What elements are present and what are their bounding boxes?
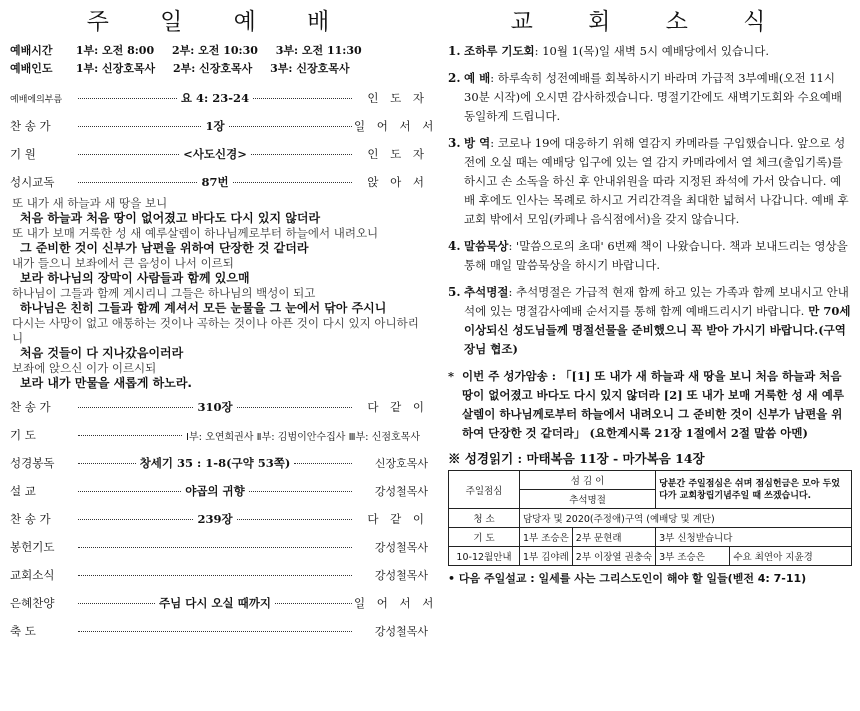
order-content: Ⅰ부: 오연희권사 Ⅱ부: 김범이안수집사 Ⅲ부: 신점호목사 [186, 431, 420, 443]
scripture-line: 보라 내가 만물을 새롭게 하노라. [20, 376, 192, 390]
bullet-icon: * [448, 369, 455, 383]
news-text: : 하루속히 성전예배를 회복하시기 바라며 가급적 3부예배(오전 11시 30분 시작)에 오시면 감사하겠습니다. 명절기간에도 새벽기도회와 수요예배 동일하게 드립니다. [464, 71, 842, 123]
news-number: 3. [448, 136, 461, 150]
table-cell: 추석명절 [520, 490, 656, 509]
order-label: 은혜찬양 [10, 596, 55, 610]
table-cell: 1부 김야레 [520, 547, 573, 566]
table-row [449, 528, 852, 547]
scripture-line: 그 준비한 것이 신부가 남편을 위하여 단장한 것 같더라 [20, 241, 309, 255]
order-role: 인 도 자 [367, 91, 428, 105]
order-announcements [10, 561, 428, 589]
worship-time-1: 1부: 오전 8:00 [75, 44, 155, 57]
scripture-line: 보라 하나님의 장막이 사람들과 함께 있으매 [20, 271, 250, 285]
order-label: 축 도 [10, 624, 36, 638]
order-label: 찬 송 가 [10, 512, 51, 526]
order-role: 다 같 이 [367, 400, 428, 414]
order-role: 일 어 서 서 [354, 119, 438, 133]
memory-verse-text: 이번 주 성가암송 : 「[1] 또 내가 새 하늘과 새 땅을 보니 처음 하늘과 처음 땅이 없어졌고 바다도 다시 있지 않더라 [2] 또 내가 보매 거룩한 성 새 예루살렘이 하나님께로부터 하늘에서 내려오니 그 준비한 것이 신부가 남편을 위하여 단장한 것 같더라」 (요한계시록 21장 1절에서 2절 말씀 아멘) [462, 369, 844, 440]
table-cell: 담당자 및 2020(주정애)구역 (예배당 및 계단) [520, 509, 852, 528]
order-hymn-2 [10, 393, 428, 421]
order-scripture-reading [10, 449, 428, 477]
table-cell: 1부 조승은 [520, 528, 573, 547]
news-heading: 말씀묵상 [464, 239, 509, 253]
news-list [448, 42, 852, 359]
order-sermon [10, 477, 428, 505]
order-offering-prayer [10, 533, 428, 561]
table-row [449, 509, 852, 528]
responsive-reading-text [10, 196, 428, 391]
news-number: 5. [448, 285, 461, 299]
news-number: 1. [448, 44, 461, 58]
worship-leader-row [10, 60, 428, 78]
order-prayer [10, 421, 428, 449]
order-role: 인 도 자 [367, 147, 428, 161]
order-label: 성시교독 [10, 175, 55, 189]
order-praise [10, 589, 438, 617]
table-cell: 기 도 [449, 528, 520, 547]
table-row [449, 547, 852, 566]
order-invocation [10, 140, 428, 168]
table-cell: 수요 최연아 지윤경 [730, 547, 852, 566]
order-hymn-1 [10, 112, 438, 140]
table-cell: 2부 이장열 권충숙 [572, 547, 655, 566]
scripture-line: 다시는 사망이 없고 애통하는 것이나 곡하는 것이나 아픈 것이 다시 있지 아니하리니 [12, 316, 419, 345]
table-cell: 10-12월안내 [449, 547, 520, 566]
next-sermon: • 다음 주일설교 : 일세를 사는 그리스도인이 해야 할 일들(벧전 4: 7-11) [448, 572, 807, 585]
church-news-column [448, 0, 852, 586]
order-label: 성경봉독 [10, 456, 55, 470]
scripture-line: 하나님은 친히 그들과 함께 계셔서 모든 눈물을 그 눈에서 닦아 주시니 [20, 301, 387, 315]
news-emphasis: 만 70세 이상되신 성도님들께 명절선물을 준비했으니 꼭 받아 가시기 바랍니다. [464, 304, 851, 337]
table-cell: 3부 신청받습니다 [656, 528, 852, 547]
order-content: 주님 다시 오실 때까지 [159, 596, 271, 610]
order-label: 봉헌기도 [10, 540, 55, 554]
table-cell: 3부 조승은 [656, 547, 730, 566]
worship-title: 주 일 예 배 [86, 9, 352, 35]
table-cell: 청 소 [449, 509, 520, 528]
news-title: 교 회 소 식 [510, 9, 790, 35]
order-label: 교회소식 [10, 568, 55, 582]
worship-leader-1: 1부: 신장호목사 [75, 62, 156, 75]
news-item [448, 283, 852, 359]
order-content: 요 4: 23-24 [180, 91, 250, 105]
order-benediction [10, 617, 428, 645]
table-cell: 당분간 주일점심은 쉬며 점심헌금은 모아 두었다가 교회창립기념주일 때 쓰겠습니다. [656, 471, 852, 509]
order-content: 창세기 35 : 1-8(구약 53쪽) [139, 456, 291, 470]
scripture-line: 내가 들으니 보좌에서 큰 음성이 나서 이르되 [12, 256, 234, 270]
news-text: : 코로나 19에 대응하기 위해 열감지 카메라를 구입했습니다. 앞으로 성전에 오실 때는 예배당 입구에 있는 열 감지 카메라에서 열 체크(출입기록)를 하시고 손 소독을 하신 후 안내위원을 따라 지정된 좌석에 가서 앉습니다. 예배 후에도 인사는 목례로 하시고 거리간격을 최대한 넓혀서 나갑니다. 예배 후 교회 밖에서 모임(카페나 음식점에서)을 갖지 않습니다. [464, 136, 849, 226]
news-item [448, 237, 852, 275]
worship-time-label: 예배시간 [10, 44, 53, 57]
order-hymn-3 [10, 505, 428, 533]
scripture-line: 처음 하늘과 처음 땅이 없어졌고 바다도 다시 있지 않더라 [20, 211, 321, 225]
order-role: 강성철목사 [374, 541, 428, 554]
order-content: 1장 [205, 119, 225, 133]
bible-reading: ※ 성경읽기 : 마태복음 11장 - 마가복음 14장 [448, 451, 705, 466]
worship-order-column [10, 0, 438, 645]
worship-leader-2: 2부: 신장호목사 [173, 62, 253, 75]
news-text: : 추석명절은 가급적 현재 함께 하고 있는 가족과 함께 보내시고 안내석에 있는 명절감사예배 순서지를 통해 함께 예배드리시기 바랍니다. [464, 285, 849, 318]
order-label: 찬 송 가 [10, 119, 51, 133]
scripture-line: 보좌에 앉으신 이가 이르시되 [12, 361, 157, 375]
order-label: 기 도 [10, 428, 36, 442]
table-cell: 섬 김 이 [520, 471, 656, 490]
worship-time-row [10, 42, 428, 60]
news-heading: 조하루 기도회 [464, 44, 535, 58]
order-content: 239장 [197, 512, 233, 526]
scripture-line: 처음 것들이 다 지나갔음이러라 [20, 346, 184, 360]
news-item [448, 69, 852, 126]
news-heading: 방 역 [464, 136, 491, 150]
service-table [448, 470, 852, 566]
table-row [449, 471, 852, 490]
order-label: 기 원 [10, 147, 36, 161]
order-role: 다 같 이 [367, 512, 428, 526]
order-responsive-reading [10, 168, 428, 196]
order-role: 강성철목사 [374, 569, 428, 582]
news-item [448, 42, 852, 61]
table-cell: 2부 문현래 [572, 528, 655, 547]
order-role: 신장호목사 [374, 457, 428, 470]
news-text: : '말씀으로의 초대' 6번째 책이 나왔습니다. 책과 보내드리는 영상을 통해 매일 말씀묵상을 하시기 바랍니다. [464, 239, 848, 272]
order-call-to-worship [10, 84, 428, 112]
scripture-line: 또 내가 보매 거룩한 성 새 예루살렘이 하나님께로부터 하늘에서 내려오니 [12, 226, 379, 240]
news-item [448, 134, 852, 229]
order-role: 강성철목사 [374, 625, 428, 638]
order-content: <사도신경> [183, 147, 247, 161]
news-heading: 추석명절 [464, 285, 509, 299]
scripture-line: 또 내가 새 하늘과 새 땅을 보니 [12, 196, 168, 210]
worship-leader-3: 3부: 신장호목사 [270, 62, 350, 75]
worship-leader-label: 예배인도 [10, 62, 53, 75]
news-number: 4. [448, 239, 461, 253]
news-text: : 10월 1(목)일 새벽 5시 예배당에서 있습니다. [534, 44, 770, 58]
order-role: 일 어 서 서 [354, 596, 438, 610]
scripture-line: 하나님이 그들과 함께 계시리니 그들은 하나님의 백성이 되고 [12, 286, 316, 300]
news-tail: (구역장님 협조) [464, 323, 846, 356]
order-content: 87번 [201, 175, 229, 189]
table-cell: 주일점심 [449, 471, 520, 509]
order-role: 앉 아 서 [367, 175, 428, 189]
news-heading: 예 배 [464, 71, 491, 85]
memory-verse [448, 367, 852, 443]
worship-time-3: 3부: 오전 11:30 [275, 44, 362, 57]
order-content: 310장 [197, 400, 233, 414]
order-label: 예배에의부름 [10, 94, 63, 105]
worship-time-2: 2부: 오전 10:30 [171, 44, 258, 57]
order-label: 설 교 [10, 484, 36, 498]
order-role: 강성철목사 [374, 485, 428, 498]
order-label: 찬 송 가 [10, 400, 51, 414]
news-number: 2. [448, 71, 461, 85]
order-content: 야곱의 귀향 [185, 484, 245, 498]
